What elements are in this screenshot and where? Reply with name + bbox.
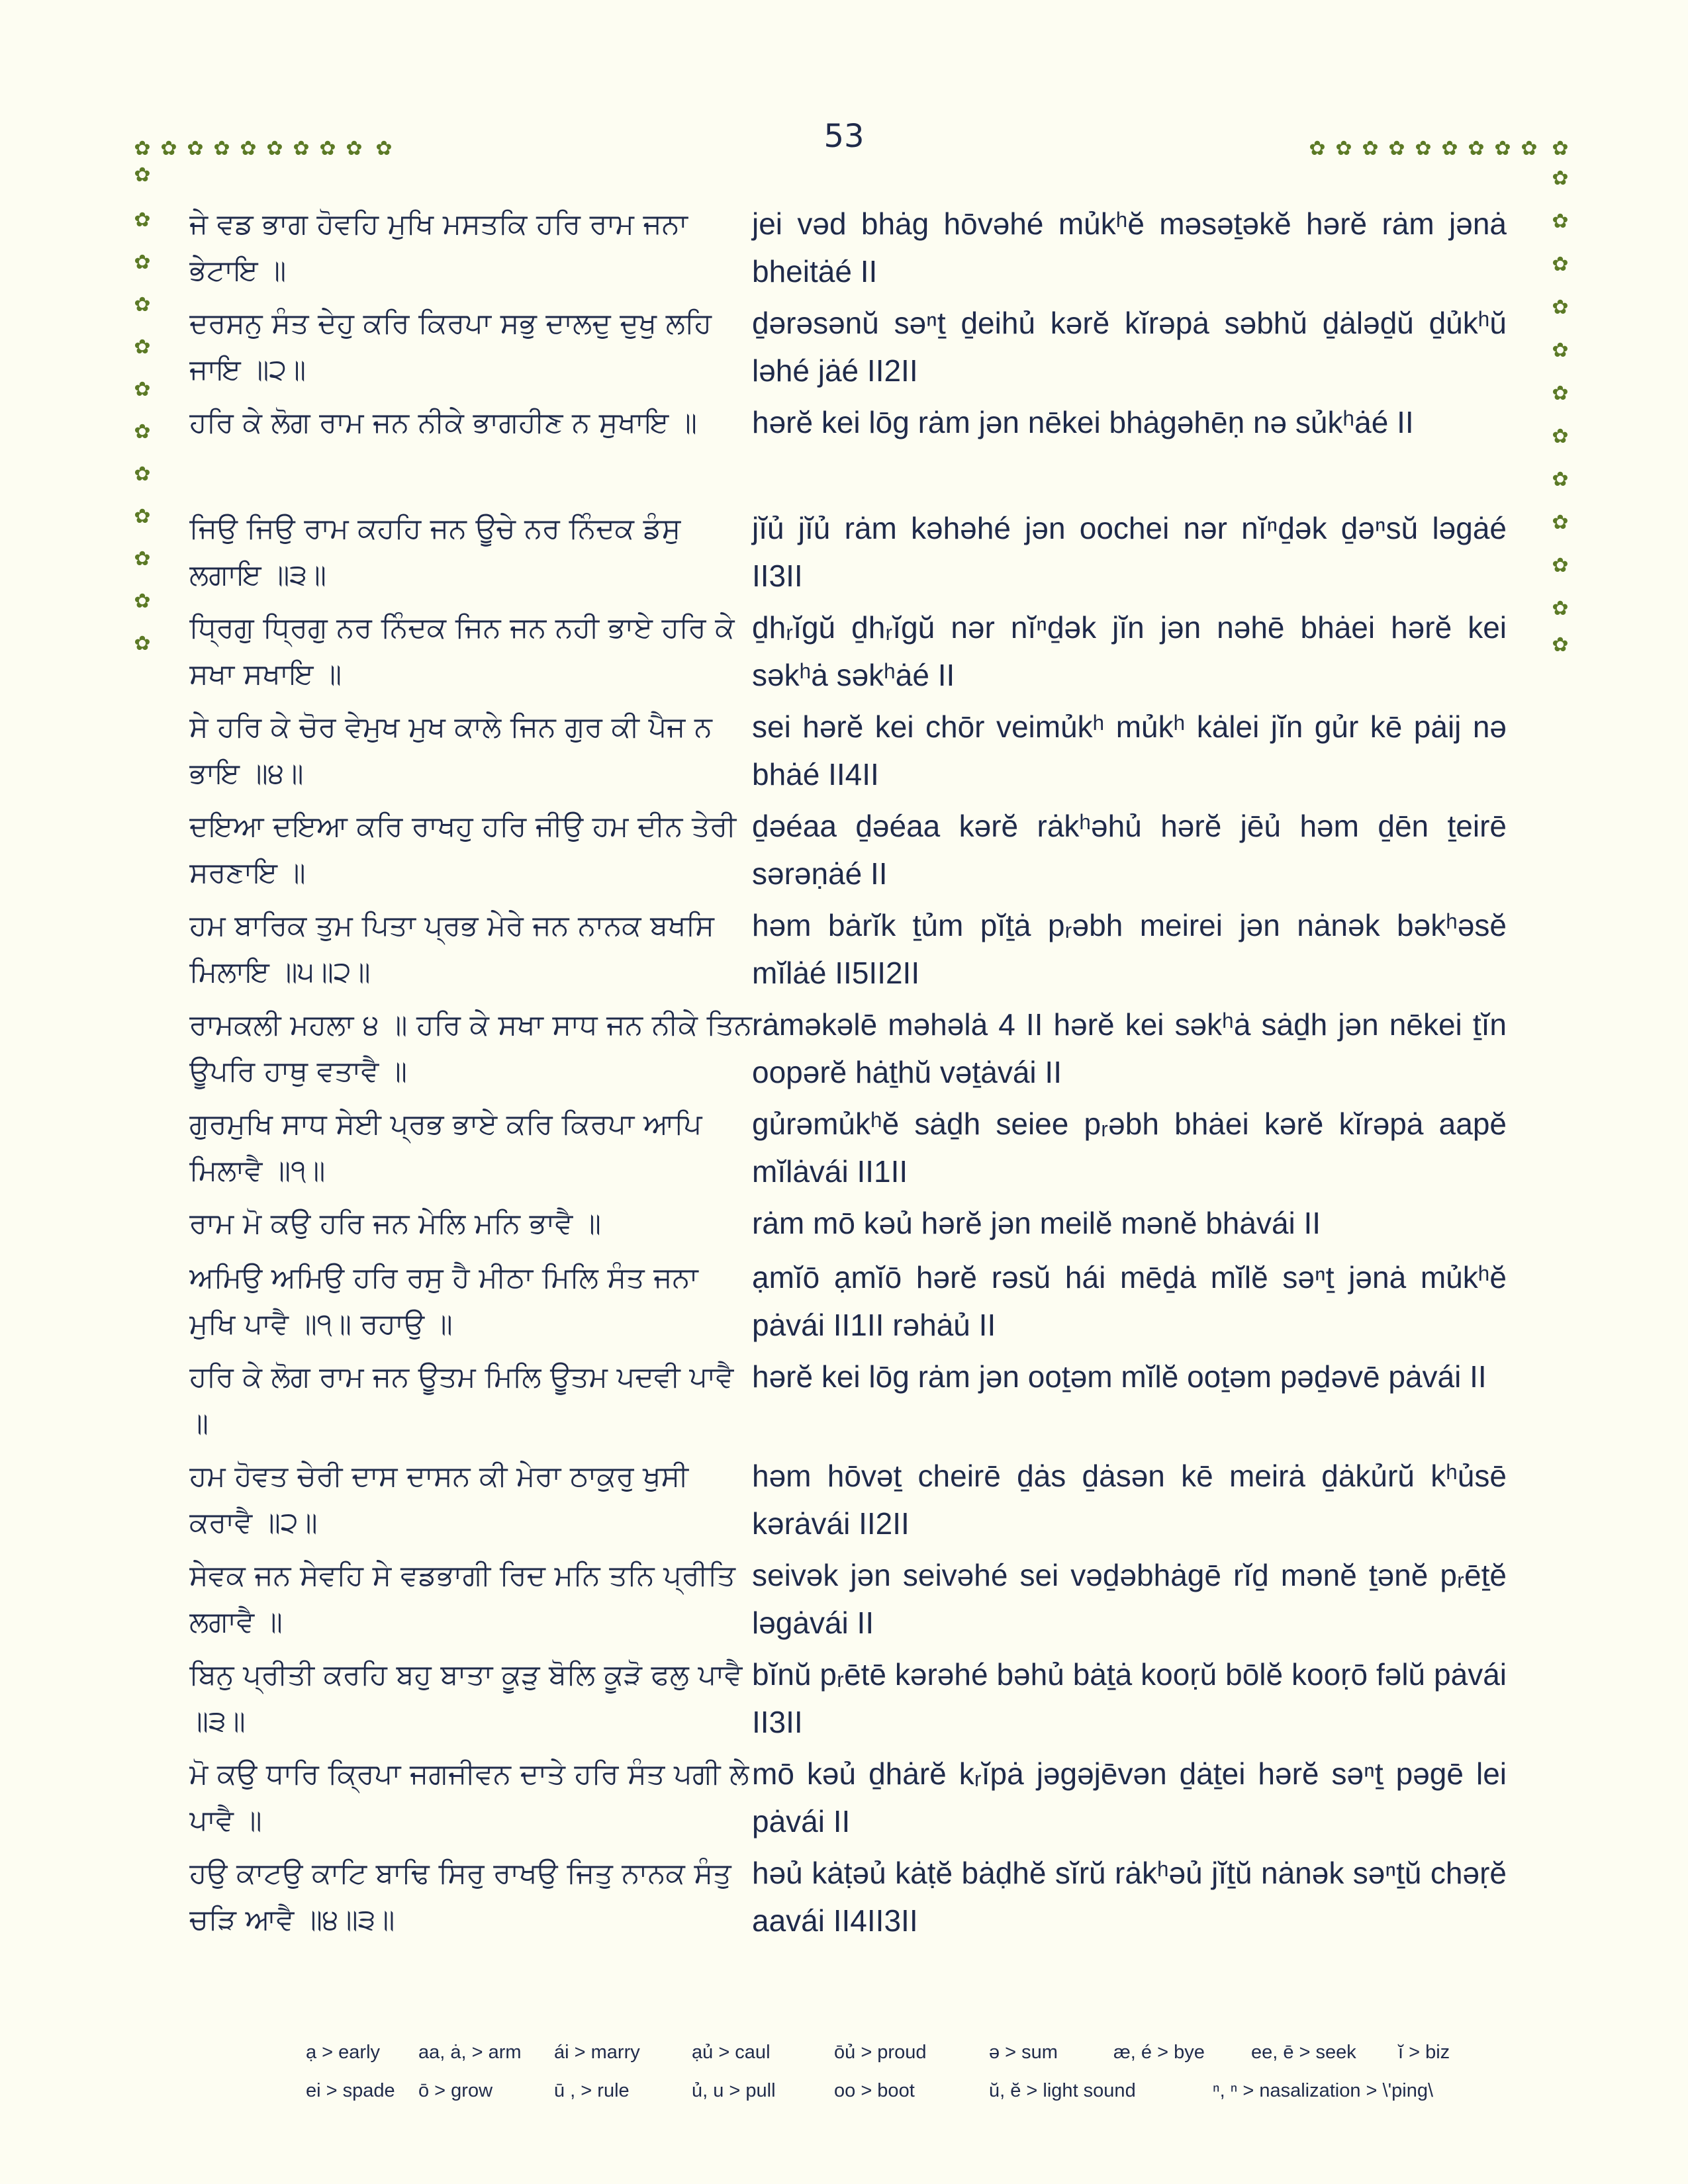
legend-item: ĭ > biz	[1398, 2042, 1450, 2063]
verse-row	[189, 604, 1507, 703]
flower-ornament-icon: ✿	[1552, 339, 1569, 362]
legend-item: ạ > early	[306, 2042, 381, 2063]
flower-ornament-icon: ✿	[134, 293, 151, 316]
flower-ornament-icon: ✿	[134, 590, 151, 613]
flower-ornament-icon: ✿	[1521, 137, 1538, 160]
gurmukhi-line: ਸੇ ਹਰਿ ਕੇ ਚੋਰ ਵੇਮੁਖ ਮੁਖ ਕਾਲੇ ਜਿਨ ਗੁਰ ਕੀ ਪੈਜ ਨ ਭਾਇ ॥੪॥	[189, 711, 712, 790]
legend-item: aa, ȧ, > arm	[418, 2042, 522, 2063]
gurmukhi-line: ਮੋ ਕਉ ਧਾਰਿ ਕ੍ਰਿਪਾ ਜਗਜੀਵਨ ਦਾਤੇ ਹਰਿ ਸੰਤ ਪਗੀ ਲੇ ਪਾਵੈ ॥	[189, 1758, 749, 1837]
verse-row	[189, 1651, 1507, 1750]
transliteration-line: rȧm mō kəủ hərĕ jən meilĕ mənĕ bhȧvái II	[752, 1206, 1321, 1240]
gurmukhi-line: ਦਇਆ ਦਇਆ ਕਰਿ ਰਾਖਹੁ ਹਰਿ ਜੀਉ ਹਮ ਦੀਨ ਤੇਰੀ ਸਰਣਾਇ ॥	[189, 810, 737, 889]
verse-block	[189, 200, 1507, 1948]
flower-ornament-icon: ✿	[319, 137, 336, 160]
verse-row	[189, 802, 1507, 901]
flower-ornament-icon: ✿	[134, 420, 151, 443]
legend-item: ōủ > proud	[834, 2042, 927, 2063]
flower-ornament-icon: ✿	[1441, 137, 1458, 160]
page-number: 53	[823, 118, 865, 155]
transliteration-line: ạmĭō ạmĭō hərĕ rəsŭ hái mēḏȧ mĭlĕ səⁿṯ jənȧ mủkʰĕ pȧvái II1II rəhȧủ II	[752, 1260, 1507, 1342]
verse-row	[189, 299, 1507, 398]
gurmukhi-line: ਬਿਨੁ ਪ੍ਰੀਤੀ ਕਰਹਿ ਬਹੁ ਬਾਤਾ ਕੂੜੁ ਬੋਲਿ ਕੂੜੋ ਫਲੁ ਪਾਵੈ ॥੩॥	[189, 1659, 743, 1738]
legend-item: ee, ē > seek	[1251, 2042, 1356, 2063]
gurmukhi-line: ਧ੍ਰਿਗੁ ਧ੍ਰਿਗੁ ਨਰ ਨਿੰਦਕ ਜਿਨ ਜਨ ਨਹੀ ਭਾਏ ਹਰਿ ਕੇ ਸਖਾ ਸਖਾਇ ॥	[189, 612, 735, 691]
flower-ornament-icon: ✿	[134, 137, 151, 160]
transliteration-line: ḏhᵣĭgŭ ḏhᵣĭgŭ nər nĭⁿḏək jĭn jən nəhē bhȧei hərĕ kei səkʰȧ səkʰȧé II	[752, 610, 1507, 692]
gurmukhi-line: ਜਿਉ ਜਿਉ ਰਾਮ ਕਹਹਿ ਜਨ ਊਚੇ ਨਰ ਨਿੰਦਕ ਡੰਸੁ ਲਗਾਇ ॥੩॥	[189, 512, 681, 592]
gurmukhi-line: ਹਮ ਹੋਵਤ ਚੇਰੀ ਦਾਸ ਦਾਸਨ ਕੀ ਮੇਰਾ ਠਾਕੁਰੁ ਖੁਸੀ ਕਰਾਵੈ ॥੨॥	[189, 1460, 689, 1539]
legend-item: ủ, u > pull	[692, 2080, 776, 2101]
gurmukhi-line: ਹਉ ਕਾਟਉ ਕਾਟਿ ਬਾਢਿ ਸਿਰੁ ਰਾਖਉ ਜਿਤੁ ਨਾਨਕ ਸੰਤੁ ਚੜਿ ਆਵੈ ॥੪॥੩॥	[189, 1857, 731, 1936]
gurmukhi-line: ਗੁਰਮੁਖਿ ਸਾਧ ਸੇਈ ਪ੍ਰਭ ਭਾਏ ਕਰਿ ਕਿਰਪਾ ਆਪਿ ਮਿਲਾਵੈ ॥੧॥	[189, 1108, 702, 1187]
flower-ornament-icon: ✿	[1552, 137, 1569, 160]
flower-ornament-icon: ✿	[1362, 137, 1379, 160]
flower-ornament-icon: ✿	[134, 632, 151, 655]
transliteration-line: seivək jən seivəhé sei vəḏəbhȧgē rĭḏ mənĕ ṯənĕ pᵣēṯĕ ləgȧvái II	[752, 1558, 1507, 1640]
gurmukhi-line: ਸੇਵਕ ਜਨ ਸੇਵਹਿ ਸੇ ਵਡਭਾਗੀ ਰਿਦ ਮਨਿ ਤਨਿ ਪ੍ਰੀਤਿ ਲਗਾਵੈ ॥	[189, 1559, 735, 1639]
gurmukhi-line: ਰਾਮ ਮੋ ਕਉ ਹਰਿ ਜਨ ਮੇਲਿ ਮਨਿ ਭਾਵੈ ॥	[189, 1207, 601, 1240]
flower-ornament-icon: ✿	[293, 137, 310, 160]
transliteration-line: jei vəd bhȧg hōvəhé mủkʰĕ məsəṯəkĕ hərĕ rȧm jənȧ bheitȧé II	[752, 206, 1507, 289]
verse-row	[189, 1353, 1507, 1452]
flower-ornament-icon: ✿	[1468, 137, 1485, 160]
legend-item: oo > boot	[834, 2080, 915, 2101]
flower-ornament-icon: ✿	[1335, 137, 1352, 160]
flower-ornament-icon: ✿	[134, 463, 151, 486]
flower-ornament-icon: ✿	[240, 137, 257, 160]
verse-row	[189, 1551, 1507, 1651]
gurmukhi-line: ਹਮ ਬਾਰਿਕ ਤੁਮ ਪਿਤਾ ਪ੍ਰਭ ਮੇਰੇ ਜਨ ਨਾਨਕ ਬਖਸਿ ਮਿਲਾਇ ॥੫॥੨॥	[189, 909, 714, 989]
gurmukhi-line: ਜੇ ਵਡ ਭਾਗ ਹੋਵਹਿ ਮੁਖਿ ਮਸਤਕਿ ਹਰਿ ਰਾਮ ਜਨਾ ਭੇਟਾਇ ॥	[189, 208, 688, 287]
transliteration-line: hərĕ kei lōg rȧm jən nēkei bhȧgəhēṇ nə sủkʰȧé II	[752, 405, 1414, 439]
legend-item: ái > marry	[554, 2042, 640, 2063]
legend-item: ạủ > caul	[692, 2042, 771, 2063]
flower-ornament-icon: ✿	[187, 137, 204, 160]
gurmukhi-line: ਦਰਸਨੁ ਸੰਤ ਦੇਹੁ ਕਰਿ ਕਿਰਪਾ ਸਭੁ ਦਾਲਦੁ ਦੁਖੁ ਲਹਿ ਜਾਇ ॥੨॥	[189, 307, 712, 387]
flower-ornament-icon: ✿	[134, 336, 151, 359]
verse-row	[189, 1253, 1507, 1353]
legend-item: æ, é > bye	[1113, 2042, 1205, 2063]
flower-ornament-icon: ✿	[1494, 137, 1511, 160]
flower-ornament-icon: ✿	[1415, 137, 1432, 160]
legend-item: ū , > rule	[554, 2080, 630, 2101]
flower-ornament-icon: ✿	[1552, 382, 1569, 405]
flower-ornament-icon: ✿	[134, 378, 151, 401]
gurmukhi-line: ਹਰਿ ਕੇ ਲੋਗ ਰਾਮ ਜਨ ਊਤਮ ਮਿਲਿ ਊਤਮ ਪਦਵੀ ਪਾਵੈ ॥	[189, 1361, 734, 1440]
pronunciation-legend	[306, 2042, 1511, 2118]
flower-ornament-icon: ✿	[1552, 167, 1569, 190]
verse-row	[189, 1750, 1507, 1849]
transliteration-line: ḏəéaa ḏəéaa kərĕ rȧkʰəhủ hərĕ jēủ həm ḏēn ṯeirē sərəṇȧé II	[752, 809, 1507, 891]
flower-ornament-icon: ✿	[1552, 210, 1569, 233]
transliteration-line: bĭnŭ pᵣētē kərəhé bəhủ bȧṯȧ kooṛŭ bōlĕ kooṛō fəlŭ pȧvái II3II	[752, 1657, 1507, 1739]
legend-item: ŭ, ĕ > light sound	[989, 2080, 1136, 2101]
legend-item: ei > spade	[306, 2080, 395, 2101]
flower-ornament-icon: ✿	[134, 547, 151, 570]
verse-row	[189, 703, 1507, 802]
transliteration-line: həm hōvəṯ cheirē ḏȧs ḏȧsən kē meirȧ ḏȧkủrŭ kʰủsē kərȧvái II2II	[752, 1459, 1507, 1541]
flower-ornament-icon: ✿	[1552, 633, 1569, 657]
flower-ornament-icon: ✿	[375, 137, 393, 160]
verse-row	[189, 200, 1507, 299]
flower-ornament-icon: ✿	[134, 505, 151, 528]
transliteration-line: jĭủ jĭủ rȧm kəhəhé jən oochei nər nĭⁿḏək ḏəⁿsŭ ləgȧé II3II	[752, 511, 1507, 593]
transliteration-line: rȧməkəlē məhəlȧ 4 II hərĕ kei səkʰȧ sȧḏh jən nēkei ṯĭn oopərĕ hȧṯhŭ vəṯȧvái II	[752, 1007, 1507, 1089]
transliteration-line: mō kəủ ḏhȧrĕ kᵣĭpȧ jəgəjēvən ḏȧṯei hərĕ səⁿṯ pəgē lei pȧvái II	[752, 1756, 1507, 1839]
flower-ornament-icon: ✿	[134, 163, 151, 187]
verse-row	[189, 1199, 1507, 1253]
flower-ornament-icon: ✿	[266, 137, 283, 160]
legend-item: ⁿ, ⁿ > nasalization > \'ping\	[1213, 2080, 1434, 2101]
legend-item: ə > sum	[989, 2042, 1058, 2063]
transliteration-line: sei hərĕ kei chōr veimủkʰ mủkʰ kȧlei jĭn gủr kē pȧij nə bhȧé II4II	[752, 709, 1507, 792]
flower-ornament-icon: ✿	[134, 208, 151, 232]
flower-ornament-icon: ✿	[1309, 137, 1326, 160]
verse-row	[189, 504, 1507, 604]
legend-item: ō > grow	[418, 2080, 493, 2101]
gurmukhi-line: ਹਰਿ ਕੇ ਲੋਗ ਰਾਮ ਜਨ ਨੀਕੇ ਭਾਗਹੀਣ ਨ ਸੁਖਾਇ ॥	[189, 406, 697, 439]
legend-row	[306, 2080, 1511, 2118]
transliteration-line: gủrəmủkʰĕ sȧḏh seiee pᵣəbh bhȧei kərĕ kĭrəpȧ aapĕ mĭlȧvái II1II	[752, 1107, 1507, 1189]
verse-row	[189, 1849, 1507, 1948]
flower-ornament-icon: ✿	[1552, 253, 1569, 276]
gurmukhi-line: ਅਮਿਉ ਅਮਿਉ ਹਰਿ ਰਸੁ ਹੈ ਮੀਠਾ ਮਿਲਿ ਸੰਤ ਜਨਾ ਮੁਖਿ ਪਾਵੈ ॥੧॥ ਰਹਾਉ ॥	[189, 1261, 698, 1341]
flower-ornament-icon: ✿	[1552, 296, 1569, 319]
verse-row	[189, 1001, 1507, 1100]
flower-ornament-icon: ✿	[1388, 137, 1405, 160]
flower-ornament-icon: ✿	[1552, 597, 1569, 620]
transliteration-line: ḏərəsənŭ səⁿṯ ḏeihủ kərĕ kĭrəpȧ səbhŭ ḏȧləḏŭ ḏủkʰŭ ləhé jȧé II2II	[752, 306, 1507, 388]
flower-ornament-icon: ✿	[160, 137, 177, 160]
gurmukhi-line: ਰਾਮਕਲੀ ਮਹਲਾ ੪ ॥ ਹਰਿ ਕੇ ਸਖਾ ਸਾਧ ਜਨ ਨੀਕੇ ਤਿਨ ਊਪਰਿ ਹਾਥੁ ਵਤਾਵੈ ॥	[189, 1009, 752, 1088]
verse-row	[189, 1452, 1507, 1551]
verse-row	[189, 1100, 1507, 1199]
verse-row	[189, 398, 1507, 504]
flower-ornament-icon: ✿	[1552, 468, 1569, 491]
flower-ornament-icon: ✿	[1552, 554, 1569, 577]
transliteration-line: hərĕ kei lōg rȧm jən ooṯəm mĭlĕ ooṯəm pəḏəvē pȧvái II	[752, 1359, 1487, 1394]
verse-row	[189, 901, 1507, 1001]
legend-row	[306, 2042, 1511, 2080]
flower-ornament-icon: ✿	[1552, 425, 1569, 448]
transliteration-line: həm bȧrĭk ṯủm pĭṯȧ pᵣəbh meirei jən nȧnək bəkʰəsĕ mĭlȧé II5II2II	[752, 908, 1507, 990]
flower-ornament-icon: ✿	[134, 251, 151, 274]
flower-ornament-icon: ✿	[213, 137, 230, 160]
flower-ornament-icon: ✿	[346, 137, 363, 160]
flower-ornament-icon: ✿	[1552, 511, 1569, 534]
transliteration-line: həủ kȧṭəủ kȧṭĕ bȧḍhĕ sĭrŭ rȧkʰəủ jĭṯŭ nȧnək səⁿṯŭ chəṛĕ aavái II4II3II	[752, 1856, 1507, 1938]
